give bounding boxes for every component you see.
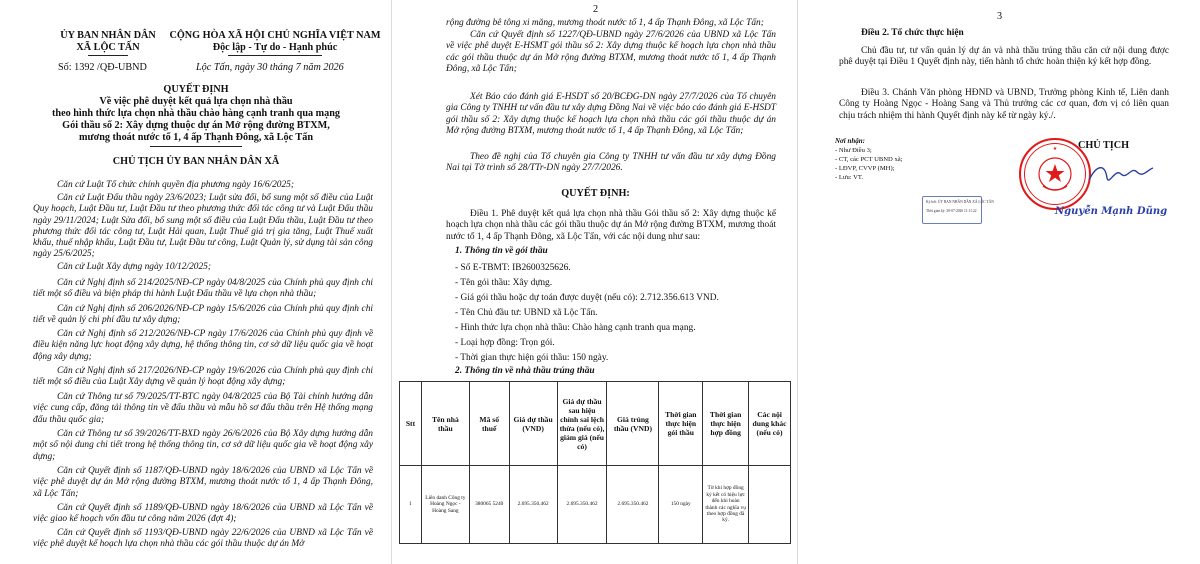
col-contractor: Tên nhà thầu <box>421 382 469 466</box>
basis-14: Xét Báo cáo đánh giá E-HSDT số 20/BCĐG-DN ngày 27/7/2026 của Tổ chuyên gia Công ty TNHH tư vấn đầu tư xây dựng Đồng Nai về việc báo cáo đánh giá E-HSDT gói thầu số 2: Xây dựng thuộc kế hoạch lựa chọn nhà thầu các gói thầu thuộc dự án Mở rộng đường BTXM, mương thoát nước tổ 1, 4 ấp Thạnh Đông, xã Lộc Tấn; <box>446 92 776 136</box>
subject-underline <box>150 146 242 147</box>
basis-11: Căn cứ Quyết định số 1189/QĐ-UBND ngày 18/6/2026 của UBND xã Lộc Tấn về việc giao kế hoạch vốn đầu tư công năm 2026 (đợt 4); <box>33 503 373 525</box>
svg-text:★: ★ <box>1052 146 1058 152</box>
authority-heading: CHỦ TỊCH ỦY BAN NHÂN DÂN XÃ <box>112 156 280 167</box>
info-package-price: - Giá gói thầu hoặc dự toán được duyệt (nếu có): 2.712.356.613 VND. <box>455 293 719 303</box>
motto-underline <box>228 55 322 56</box>
cell-other <box>749 466 791 544</box>
basis-6: Căn cứ Nghị định số 212/2026/NĐ-CP ngày 17/6/2026 của Chính phủ quy định về điều kiện năng lực hoạt động xây dựng, hệ thống thông tin, cơ sở dữ liệu quốc gia về hoạt động xây dựng; <box>33 329 373 362</box>
info-contract-type: - Loại hợp đồng: Trọn gói. <box>455 338 555 348</box>
cell-contractor: Liên danh Công ty Hoàng Ngọc - Hoàng Sang <box>421 466 469 544</box>
signer-name: Nguyễn Mạnh Dũng <box>1055 206 1168 217</box>
info-tbmt: - Số E-TBMT: IB2600325626. <box>455 263 571 273</box>
document-page-1 <box>0 0 392 564</box>
cell-package-time: 150 ngày <box>659 466 703 544</box>
info-investor: - Tên Chủ đầu tư: UBND xã Lộc Tấn. <box>455 308 598 318</box>
page-number: 2 <box>592 4 599 15</box>
document-page-2 <box>393 0 798 564</box>
basis-2: Căn cứ Luật Đấu thầu ngày 23/6/2023; Luật sửa đổi, bổ sung một số điều của Luật Quy hoạch, Luật Đầu tư, Luật Đầu tư theo phương thức đối tác công tư và Luật Đấu thầu ngày 29/11/2024; Luật Sửa đổi, bổ sung một số điều của Luật Đấu thầu, Luật Đầu tư theo phương thức đối tác công tư, Luật Hải quan, Luật Thuế giá trị gia tăng, Luật Thuế xuất khẩu, thuế nhập khẩu, Luật Đầu tư, Luật Đầu tư công, Luật Quản lý, sử dụng tài sản công ngày 25/6/2025; <box>33 193 373 260</box>
recipient-1: - Như Điều 3; <box>835 147 872 154</box>
decision-heading: QUYẾT ĐỊNH: <box>561 188 630 199</box>
basis-10: Căn cứ Quyết định số 1187/QĐ-UBND ngày 18/6/2026 của UBND xã Lộc Tấn về việc phê duyệt dự án Mở rộng đường BTXM, mương thoát nước tổ 1, 4 ấp Thạnh Đông, xã Lộc Tấn; <box>33 466 373 499</box>
section-1-title: 1. Thông tin về gói thầu <box>455 246 548 256</box>
info-method: - Hình thức lựa chọn nhà thầu: Chào hàng cạnh tranh qua mạng. <box>455 323 696 333</box>
basis-1: Căn cứ Luật Tổ chức chính quyền địa phương ngày 16/6/2025; <box>57 180 294 190</box>
continued-basis: rộng đường bê tông xi măng, mương thoát nước tổ 1, 4 ấp Thạnh Đông, xã Lộc Tấn; <box>446 18 764 28</box>
article-3-text: Điều 3. Chánh Văn phòng HĐND và UBND, Trưởng phòng Kinh tế, Liên danh Công ty Hoàng Ngọc - Hoàng Sang và Thủ trưởng các cơ quan, đơn vị có liên quan chịu trách nhiệm thi hành Quyết định này kể từ ngày ký./. <box>839 88 1169 121</box>
recipient-3: - LĐVP, CVVP (MH); <box>835 165 895 172</box>
official-seal-icon <box>1019 138 1091 210</box>
cell-stt: 1 <box>400 466 422 544</box>
signer-title: CHỦ TỊCH <box>1078 140 1130 151</box>
subject-line-1: Về việc phê duyệt kết quả lựa chọn nhà thầu <box>99 96 293 107</box>
col-package-time: Thời gian thực hiện gói thầu <box>659 382 703 466</box>
section-2-title: 2. Thông tin về nhà thầu trúng thầu <box>455 366 595 376</box>
subject-line-2: theo hình thức lựa chọn nhà thầu chào hàng cạnh tranh qua mạng <box>52 108 340 119</box>
table-row <box>400 466 791 544</box>
nation-motto: Độc lập - Tự do - Hạnh phúc <box>212 42 338 53</box>
col-bid-price: Giá dự thầu (VND) <box>509 382 557 466</box>
basis-7: Căn cứ Nghị định số 217/2026/NĐ-CP ngày 19/6/2026 của Chính phủ quy định chi tiết một số điều của Luật Xây dựng về quản lý hoạt động xây dựng; <box>33 366 373 388</box>
col-stt: Stt <box>400 382 422 466</box>
basis-5: Căn cứ Nghị định số 206/2026/NĐ-CP ngày 15/6/2026 của Chính phủ quy định chi tiết về quản lý chi phí đầu tư xây dựng; <box>33 304 373 326</box>
info-package-name: - Tên gói thầu: Xây dựng. <box>455 278 553 288</box>
winning-bidder-table <box>399 381 791 544</box>
cell-adjusted-price: 2.695.350.462 <box>557 466 607 544</box>
col-other: Các nội dung khác (nếu có) <box>749 382 791 466</box>
cell-bid-price: 2.695.350.462 <box>509 466 557 544</box>
recipients-title: Nơi nhận: <box>835 137 866 145</box>
col-tax-code: Mã số thuế <box>469 382 509 466</box>
col-adjusted-price: Giá dự thầu sau hiệu chỉnh sai lệch thừa (nếu có), giảm giá (nếu có) <box>557 382 607 466</box>
document-title: QUYẾT ĐỊNH <box>163 84 229 95</box>
cell-award-price: 2.695.350.462 <box>607 466 659 544</box>
recipient-4: - Lưu: VT. <box>835 174 864 181</box>
col-award-price: Giá trúng thầu (VND) <box>607 382 659 466</box>
table-header-row <box>400 382 791 466</box>
article-2-title: Điều 2. Tổ chức thực hiện <box>861 28 964 38</box>
org-name-line2: XÃ LỘC TẤN <box>76 42 140 53</box>
digital-sig-line-2: Thời gian ký: 30-07-2026 11:11:22 <box>926 209 977 213</box>
nation-title: CỘNG HÒA XÃ HỘI CHỦ NGHĨA VIỆT NAM <box>169 30 381 41</box>
info-duration: - Thời gian thực hiện gói thầu: 150 ngày. <box>455 353 609 363</box>
basis-13: Căn cứ Quyết định số 1227/QĐ-UBND ngày 27/6/2026 của UBND xã Lộc Tấn về việc phê duyệt E-HSMT gói thầu số 2: Xây dựng thuộc kế hoạch lựa chọn nhà thầu các gói thầu thuộc dự án Mở rộng đường BTXM, mương thoát nước tổ 1, 4 ấp Thạnh Đông, xã Lộc Tấn; <box>446 30 776 74</box>
digital-sig-line-1: Ký bởi: ỦY BAN NHÂN DÂN XÃ LỘC TẤN <box>926 200 994 204</box>
article-2-text: Chủ đầu tư, tư vấn quản lý dự án và nhà thầu trúng thầu căn cứ nội dung được phê duyệt tại Điều 1 Quyết định này, tiến hành tổ chức hoàn thiện ký kết hợp đồng. <box>839 46 1169 68</box>
document-page-3 <box>799 0 1200 564</box>
subject-line-3: Gói thầu số 2: Xây dựng thuộc dự án Mở rộng đường BTXM, <box>62 120 330 131</box>
basis-3: Căn cứ Luật Xây dựng ngày 10/12/2025; <box>57 262 211 272</box>
basis-8: Căn cứ Thông tư số 79/2025/TT-BTC ngày 04/8/2025 của Bộ Tài chính hướng dẫn việc cung cấp, đăng tải thông tin về đấu thầu và mẫu hồ sơ đấu thầu trên Hệ thống mạng đấu thầu quốc gia; <box>33 392 373 425</box>
subject-line-4: mương thoát nước tổ 1, 4 ấp Thạnh Đông, xã Lộc Tấn <box>78 132 313 143</box>
article-1: Điều 1. Phê duyệt kết quả lựa chọn nhà thầu Gói thầu số 2: Xây dựng thuộc kế hoạch lựa chọn nhà thầu các gói thầu thuộc dự án Mở rộng đường BTXM, mương thoát nước tổ 1, 4 ấp Thạnh Đông, xã Lộc Tấn, với các nội dung như sau: <box>446 209 776 242</box>
col-contract-time: Thời gian thực hiện hợp đồng <box>703 382 749 466</box>
basis-12: Căn cứ Quyết định số 1193/QĐ-UBND ngày 22/6/2026 của UBND xã Lộc Tấn về việc phê duyệt kế hoạch lựa chọn nhà thầu các gói thầu thuộc dự án Mở <box>33 528 373 550</box>
basis-15: Theo đề nghị của Tổ chuyên gia Công ty TNHH tư vấn đầu tư xây dựng Đồng Nai tại Tờ trình số 28/TTr-DN ngày 27/7/2026. <box>446 152 776 174</box>
cell-contract-time: Từ khi hợp đồng ký kết có hiệu lực đến khi hoàn thành các nghĩa vụ theo hợp đồng đã ký. <box>703 466 749 544</box>
recipient-2: - CT, các PCT UBND xã; <box>835 156 903 163</box>
cell-tax-code: 380065 5240 <box>469 466 509 544</box>
place-date: Lộc Tấn, ngày 30 tháng 7 năm 2026 <box>196 62 344 73</box>
basis-4: Căn cứ Nghị định số 214/2025/NĐ-CP ngày 04/8/2025 của Chính phủ quy định chi tiết một số điều và biện pháp thi hành Luật Đấu thầu về lựa chọn nhà thầu; <box>33 278 373 300</box>
page-number: 3 <box>996 11 1003 22</box>
basis-9: Căn cứ Thông tư số 39/2026/TT-BXD ngày 26/6/2026 của Bộ Xây dựng hướng dẫn một số nội dung chi tiết trong hệ thống thông tin, cơ sở dữ liệu quốc gia về hoạt động xây dựng; <box>33 429 373 462</box>
document-number: Số: 1392 /QĐ-UBND <box>58 62 147 73</box>
org-underline <box>88 55 128 56</box>
handwritten-signature-icon <box>1085 160 1155 190</box>
digital-signature-box <box>922 196 994 224</box>
org-name-line1: ỦY BAN NHÂN DÂN <box>60 30 156 41</box>
